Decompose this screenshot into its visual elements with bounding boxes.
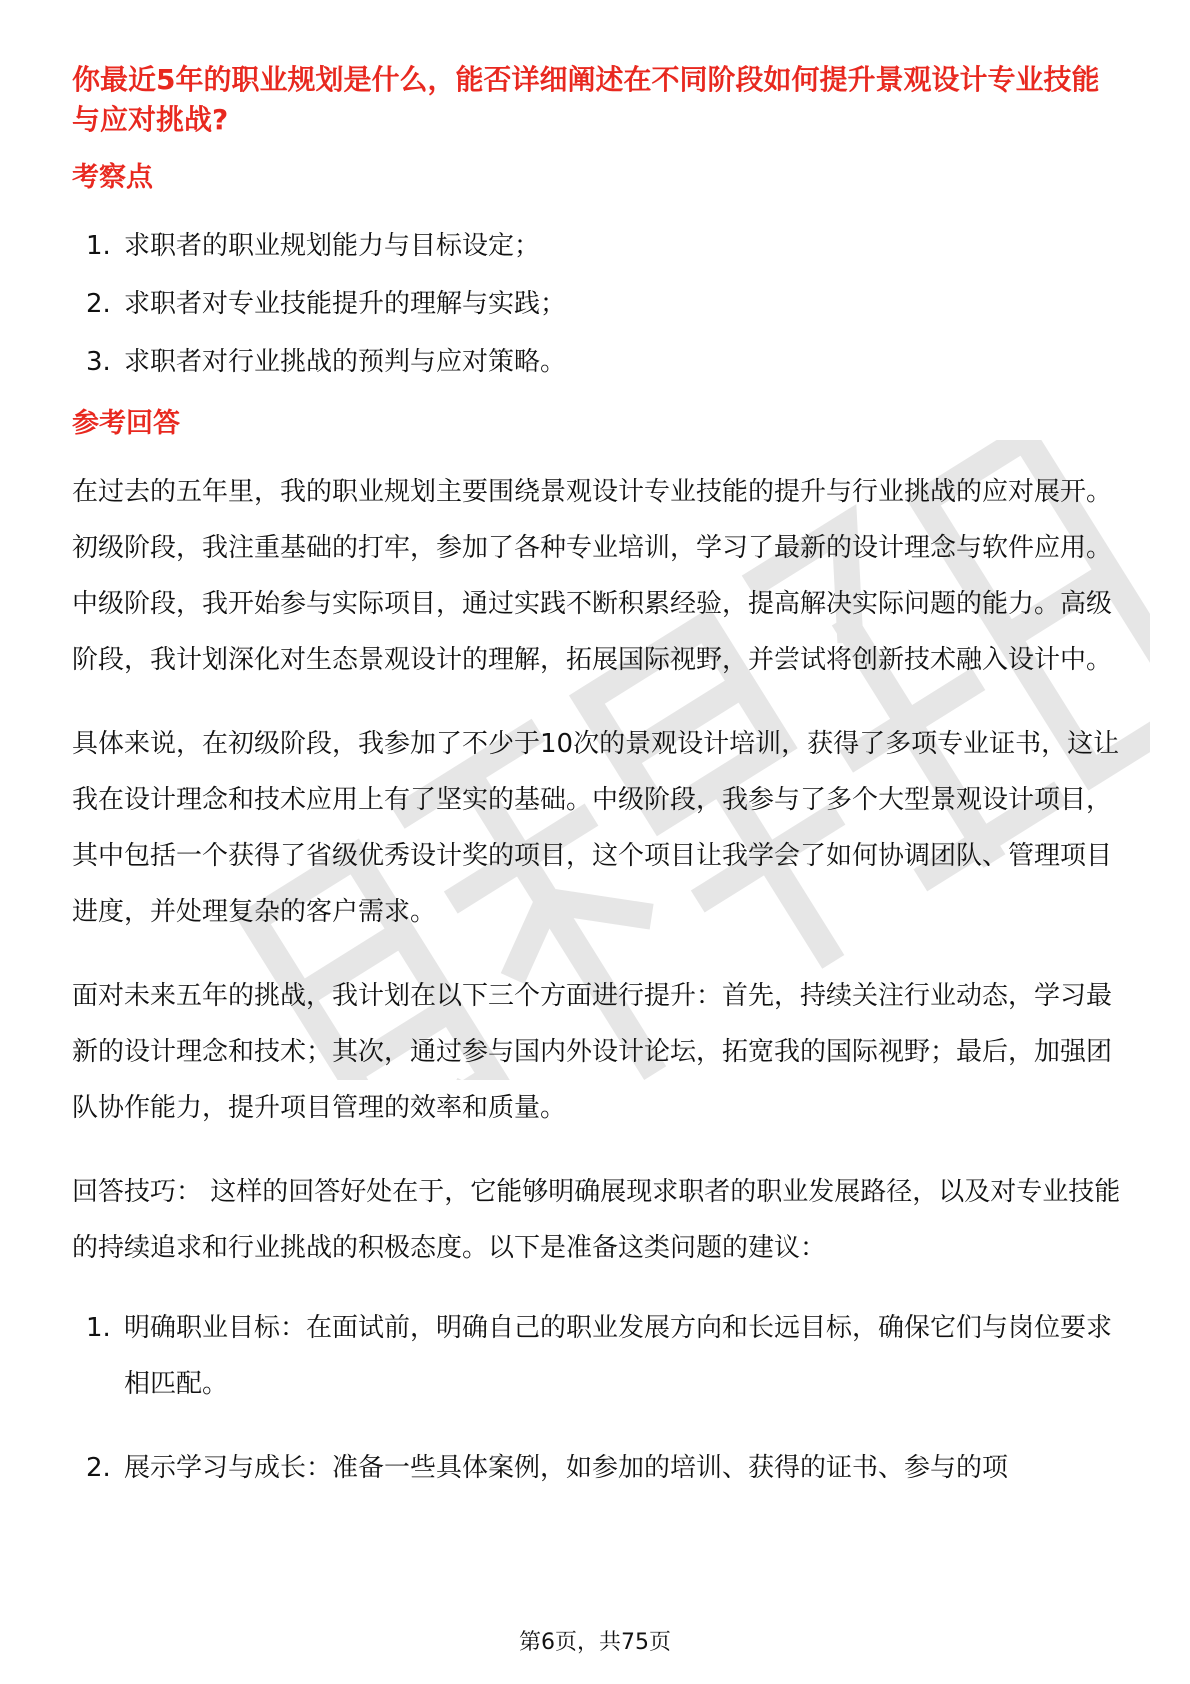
section-heading-answer: 参考回答 (72, 408, 180, 439)
tips-intro-paragraph: 回答技巧： 这样的回答好处在于，它能够明确展现求职者的职业发展路径，以及对专业技能的持续追求和行业挑战的积极态度。以下是准备这类问题的建议： (72, 1177, 1121, 1263)
answer-paragraph: 面对未来五年的挑战，我计划在以下三个方面进行提升：首先，持续关注行业动态，学习最新的设计理念和技术；其次，通过参与国内外设计论坛，拓宽我的国际视野；最后，加强团队协作能力，提升项目管理的效率和质量。 (72, 981, 1113, 1123)
answer-paragraph: 具体来说，在初级阶段，我参加了不少于10次的景观设计培训，获得了多项专业证书，这让我在设计理念和技术应用上有了坚实的基础。中级阶段，我参与了多个大型景观设计项目，其中包括一个获得了省级优秀设计奖的项目，这个项目让我学会了如何协调团队、管理项目进度，并处理复杂的客户需求。 (72, 729, 1120, 927)
tips-list (72, 1300, 1122, 1496)
list-item-text: 求职者对专业技能提升的理解与实践； (124, 289, 567, 319)
page-number-footer: 第6页，共75页 (519, 1630, 671, 1655)
list-item-text: 展示学习与成长：准备一些具体案例，如参加的培训、获得的证书、参与的项 (124, 1453, 1009, 1483)
list-number: 1. (86, 231, 111, 261)
list-item (72, 1300, 1122, 1412)
list-item (72, 226, 1122, 266)
points-list (72, 226, 1122, 382)
list-item-text: 求职者对行业挑战的预判与应对策略。 (124, 347, 567, 377)
answer-paragraph: 在过去的五年里，我的职业规划主要围绕景观设计专业技能的提升与行业挑战的应对展开。初级阶段，我注重基础的打牢，参加了各种专业培训，学习了最新的设计理念与软件应用。中级阶段，我开始参与实际项目，通过实践不断积累经验，提高解决实际问题的能力。高级阶段，我计划深化对生态景观设计的理解，拓展国际视野，并尝试将创新技术融入设计中。 (72, 477, 1113, 675)
list-item-text: 求职者的职业规划能力与目标设定； (124, 231, 541, 261)
list-number: 1. (86, 1313, 111, 1343)
question-title: 你最近5年的职业规划是什么，能否详细阐述在不同阶段如何提升景观设计专业技能与应对挑战? (72, 63, 1100, 136)
list-item (72, 1440, 1122, 1496)
document-body (72, 60, 1122, 1524)
list-item (72, 342, 1122, 382)
list-number: 3. (86, 347, 111, 377)
section-heading-points: 考察点 (72, 162, 153, 193)
list-item-text: 明确职业目标：在面试前，明确自己的职业发展方向和长远目标，确保它们与岗位要求相匹配。 (124, 1313, 1113, 1399)
list-number: 2. (86, 289, 111, 319)
list-item (72, 284, 1122, 324)
list-number: 2. (86, 1453, 111, 1483)
